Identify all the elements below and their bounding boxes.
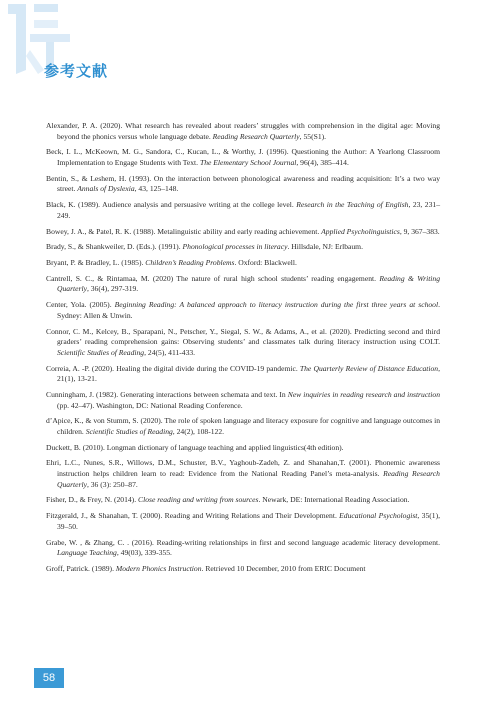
reference-details: , 43, 125–148. — [134, 184, 179, 194]
reference-details: , 35(1), 39–50. — [57, 511, 440, 531]
reference-text: Center, Yola. (2005). — [46, 300, 115, 310]
reference-source-title: Reading & Writing Quarterly — [57, 273, 441, 294]
reference-details: , 49(03), 339-355. — [116, 548, 172, 558]
reference-details: . Hillsdale, NJ: Erlbaum. — [287, 242, 363, 252]
reference-text: d’Apice, K., & von Stumm, S. (2020). The role of spoken language and literacy exposure for cognitive and language outcomes in children. — [46, 416, 440, 436]
reference-source-title: Language Teaching — [57, 548, 117, 558]
reference-text: Connor, C. M., Kelcey, B., Sparapani, N., Petscher, Y., Siegal, S. W., & Adams, A., et al. (2020). Predicting second and third graders’ reading comprehension gains: Observing students’ and classmates talk during literacy instruction using COLT. — [46, 326, 440, 347]
reference-text: Brady, S., & Shankweiler, D. (Eds.). (1991). — [46, 242, 183, 252]
reference-entry — [46, 443, 440, 454]
reference-list — [46, 121, 440, 580]
reference-source-title: Beginning Reading: A balanced approach to literacy instruction during the first three years at school — [114, 300, 439, 310]
reference-entry — [46, 174, 440, 195]
reference-details: . Oxford: Blackwell. — [234, 258, 297, 268]
reference-source-title: Research in the Teaching of English — [296, 200, 409, 210]
reference-entry — [46, 495, 440, 506]
reference-entry — [46, 390, 440, 411]
reference-text: Fisher, D., & Frey, N. (2014). — [46, 495, 139, 505]
reference-details: , 36 (3): 250–87. — [86, 479, 138, 489]
reference-text: Grabe, W. , & Zhang, C. . (2016). Reading-writing relationships in first and second language academic literacy development. — [46, 537, 440, 547]
reference-entry — [46, 258, 440, 269]
reference-entry — [46, 300, 440, 321]
reference-entry — [46, 227, 440, 238]
reference-details: , 24(2), 108-122. — [172, 426, 225, 436]
reference-text: Beck, I. L., McKeown, M. G., Sandora, C., Kucan, L., & Worthy, J. (1996). Questioning the Author: A Yearlong Classroom Implementation to Engage Students with Text. — [46, 147, 440, 167]
reference-source-title: Modern Phonics Instruction — [115, 563, 202, 573]
reference-details: , 55(S1). — [299, 131, 327, 141]
reference-details: . Newark, DE: International Reading Association. — [258, 495, 410, 505]
reference-entry — [46, 364, 440, 385]
reference-source-title: Scientific Studies of Reading — [85, 426, 173, 436]
reference-entry — [46, 327, 440, 359]
reference-text: Duckett, B. (2010). Longman dictionary of language teaching and applied linguistics(4th edition). — [46, 442, 344, 452]
reference-source-title: Phonological processes in literacy — [182, 242, 288, 252]
reference-details: , 23, 231–249. — [57, 200, 440, 220]
reference-source-title: The Quarterly Review of Distance Education — [299, 363, 439, 373]
page-number: 58 — [34, 668, 64, 688]
reference-entry — [46, 121, 440, 142]
reference-details: , 36(4), 297-319. — [86, 284, 139, 294]
reference-entry — [46, 147, 440, 168]
reference-details: , 21(1), 13-21. — [57, 363, 440, 384]
reference-details: . Retrieved 10 December, 2010 from ERIC Document — [201, 563, 366, 573]
reference-text: Groff, Patrick. (1989). — [46, 563, 116, 573]
reference-details: . Sydney: Allen & Unwin. — [57, 300, 440, 320]
reference-text: Fitzgerald, J., & Shanahan, T. (2000). Reading and Writing Relations and Their Development. — [46, 511, 340, 521]
section-title: 参考文献 — [44, 62, 109, 80]
reference-entry — [46, 538, 440, 559]
reference-entry — [46, 274, 440, 295]
reference-source-title: Close reading and writing from sources — [138, 495, 259, 505]
reference-details: , 9, 367–383. — [399, 226, 440, 236]
reference-details: , 24(5), 411-433. — [144, 347, 196, 357]
reference-entry — [46, 564, 440, 575]
reference-entry — [46, 242, 440, 253]
reference-entry — [46, 416, 440, 437]
reference-details: , 96(4), 385–414. — [296, 157, 349, 167]
reference-text: Bryant, P. & Bradley, L. (1985). — [46, 258, 146, 268]
reference-text: Black, K. (1989). Audience analysis and persuasive writing at the college level. — [46, 200, 297, 210]
reference-entry — [46, 200, 440, 221]
reference-entry — [46, 458, 440, 490]
reference-details: (pp. 42–47). Washington, DC: National Reading Conference. — [57, 400, 243, 410]
reference-text: Cantrell, S. C., & Rintamaa, M. (2020) The nature of rural high school students’ reading engagement. — [46, 273, 380, 283]
reference-source-title: New inquiries in reading research and instruction — [287, 389, 440, 399]
reference-source-title: Children’s Reading Problems — [145, 258, 235, 268]
reference-source-title: Applied Psycholinguistics — [321, 226, 400, 236]
reference-source-title: Reading Research Quarterly — [57, 469, 440, 489]
reference-text: Ehri, L.C., Nunes, S.R., Willows, D.M., Schuster, B.V., Yaghoub-Zadeh, Z. and Shanahan,T. (2001). Phonemic awareness instruction helps children learn to read: Evidence from the National Reading Panel’s meta-analysis. — [46, 458, 440, 479]
reference-text: Correia, A. -P. (2020). Healing the digital divide during the COVID-19 pandemic. — [46, 363, 300, 373]
reference-source-title: Annals of Dyslexia — [77, 184, 135, 194]
reference-source-title: The Elementary School Journal — [199, 157, 297, 167]
reference-text: Bentin, S., & Leshem, H. (1993). On the interaction between phonological awareness and reading acquisition: It’s a two way street. — [46, 173, 440, 194]
reference-text: Alexander, P. A. (2020). What research has revealed about readers’ struggles with comprehension in the digital age: Moving beyond the phonics versus whole language debate. — [46, 121, 440, 141]
reference-source-title: Educational Psychologist — [339, 511, 418, 521]
reference-text: Cunningham, J. (1982). Generating interactions between schemata and text. In — [46, 389, 288, 399]
reference-source-title: Scientific Studies of Reading — [57, 347, 145, 357]
reference-source-title: Reading Research Quarterly — [212, 131, 300, 141]
reference-text: Bowey, J. A., & Patel, R. K. (1988). Metalinguistic ability and early reading achievement. — [46, 226, 322, 236]
reference-entry — [46, 511, 440, 532]
